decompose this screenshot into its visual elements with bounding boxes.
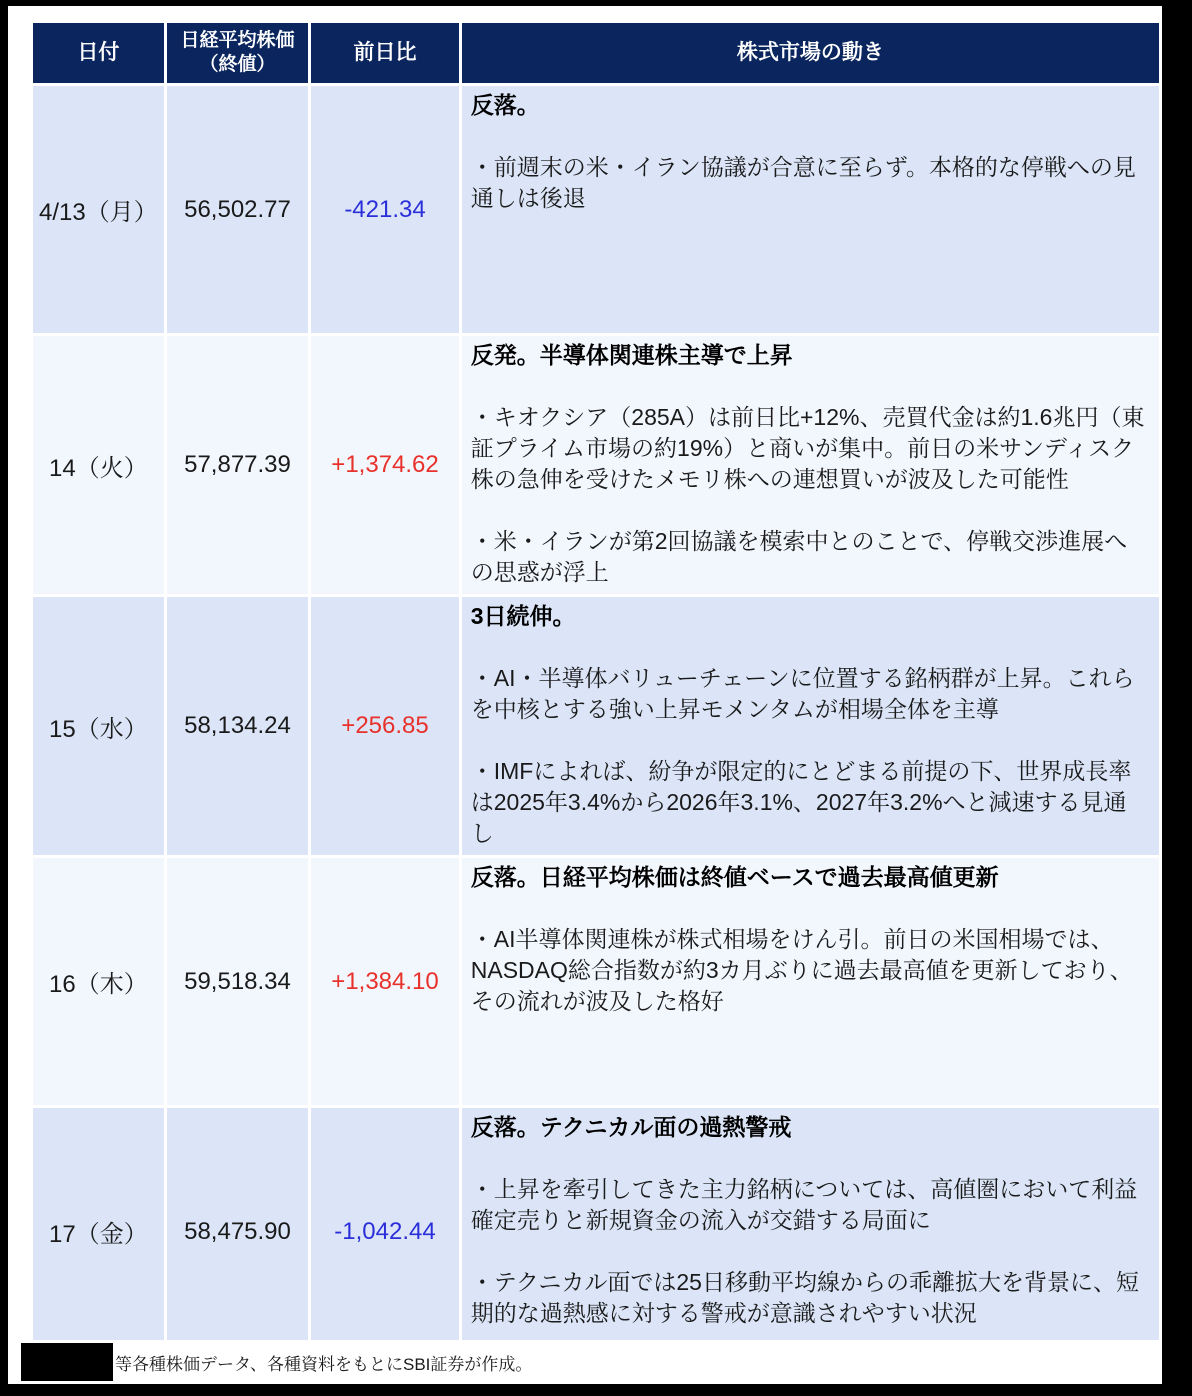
close-price-cell: 58,134.24 xyxy=(167,597,309,855)
source-note xyxy=(8,1340,1162,1384)
table-body xyxy=(33,86,1159,1355)
table-row xyxy=(33,858,1159,1105)
market-commentary-cell xyxy=(462,1108,1159,1355)
date-cell: 4/13（月） xyxy=(33,86,164,333)
change-cell: +1,374.62 xyxy=(311,336,458,594)
table-row xyxy=(33,86,1159,333)
commentary-paragraphs: ・AI・半導体バリューチェーンに位置する銘柄群が上昇。これらを中核とする強い上昇モメンタムが相場全体を主導 ・IMFによれば、紛争が限定的にとどまる前提の下、世界成長率は2025年3.4%から2026年3.1%、2027年3.2%へと減速する見通し xyxy=(470,665,1135,846)
date-cell: 17（金） xyxy=(33,1108,164,1355)
col-header-commentary-label: 株式市場の動き xyxy=(736,40,884,64)
col-header-change-label: 前日比 xyxy=(353,40,417,64)
close-price-cell: 59,518.34 xyxy=(167,858,309,1105)
redacted-source-box xyxy=(21,1343,113,1381)
change-cell: +1,384.10 xyxy=(311,858,458,1105)
commentary-title: 反落。 xyxy=(470,92,540,118)
col-header-close-label: 日経平均株価 xyxy=(180,30,295,52)
close-price-cell: 58,475.90 xyxy=(167,1108,309,1355)
col-header-close-sublabel: （終値） xyxy=(199,54,276,75)
commentary-title: 反落。テクニカル面の過熱警戒 xyxy=(470,1114,792,1140)
col-header-change xyxy=(311,23,458,83)
change-cell: -421.34 xyxy=(311,86,458,333)
market-commentary-cell xyxy=(462,336,1159,594)
source-text: 等各種株価データ、各種資料をもとにSBI証券が作成。 xyxy=(115,1354,533,1374)
commentary-title: 反落。日経平均株価は終値ベースで過去最高値更新 xyxy=(470,864,999,890)
col-header-date xyxy=(33,23,164,83)
commentary-paragraphs: ・前週末の米・イラン協議が合意に至らず。本格的な停戦への見通しは後退 xyxy=(470,154,1136,211)
table-header xyxy=(33,23,1159,83)
col-header-date-label: 日付 xyxy=(77,40,120,64)
col-header-commentary xyxy=(462,23,1159,83)
commentary-paragraphs: ・キオクシア（285A）は前日比+12%、売買代金は約1.6兆円（東証プライム市場の約19%）と商いが集中。前日の米サンディスク株の急伸を受けたメモリ株への連想買いが波及した可能性 ・米・イランが第2回協議を模索中とのことで、停戦交渉進展への思惑が浮上 xyxy=(470,404,1145,585)
table-row xyxy=(33,1108,1159,1355)
close-price-cell: 57,877.39 xyxy=(167,336,309,594)
report-sheet xyxy=(8,6,1162,1384)
date-cell: 14（火） xyxy=(33,336,164,594)
change-cell: -1,042.44 xyxy=(311,1108,458,1355)
change-cell: +256.85 xyxy=(311,597,458,855)
market-commentary-cell xyxy=(462,86,1159,333)
col-header-close xyxy=(167,23,309,83)
table-row xyxy=(33,336,1159,594)
commentary-title: 3日続伸。 xyxy=(470,603,576,629)
table-row xyxy=(33,597,1159,855)
market-summary-table xyxy=(30,20,1162,1358)
commentary-title: 反発。半導体関連株主導で上昇 xyxy=(470,342,793,368)
market-commentary-cell xyxy=(462,597,1159,855)
date-cell: 16（木） xyxy=(33,858,164,1105)
market-commentary-cell xyxy=(462,858,1159,1105)
close-price-cell: 56,502.77 xyxy=(167,86,309,333)
commentary-paragraphs: ・上昇を牽引してきた主力銘柄については、高値圏において利益確定売りと新規資金の流入が交錯する局面に ・テクニカル面では25日移動平均線からの乖離拡大を背景に、短期的な過熱感に対する警戒が意識されやすい状況 xyxy=(470,1176,1139,1326)
date-cell: 15（水） xyxy=(33,597,164,855)
commentary-paragraphs: ・AI半導体関連株が株式相場をけん引。前日の米国相場では、NASDAQ総合指数が約3カ月ぶりに過去最高値を更新しており、その流れが波及した格好 xyxy=(470,926,1133,1014)
